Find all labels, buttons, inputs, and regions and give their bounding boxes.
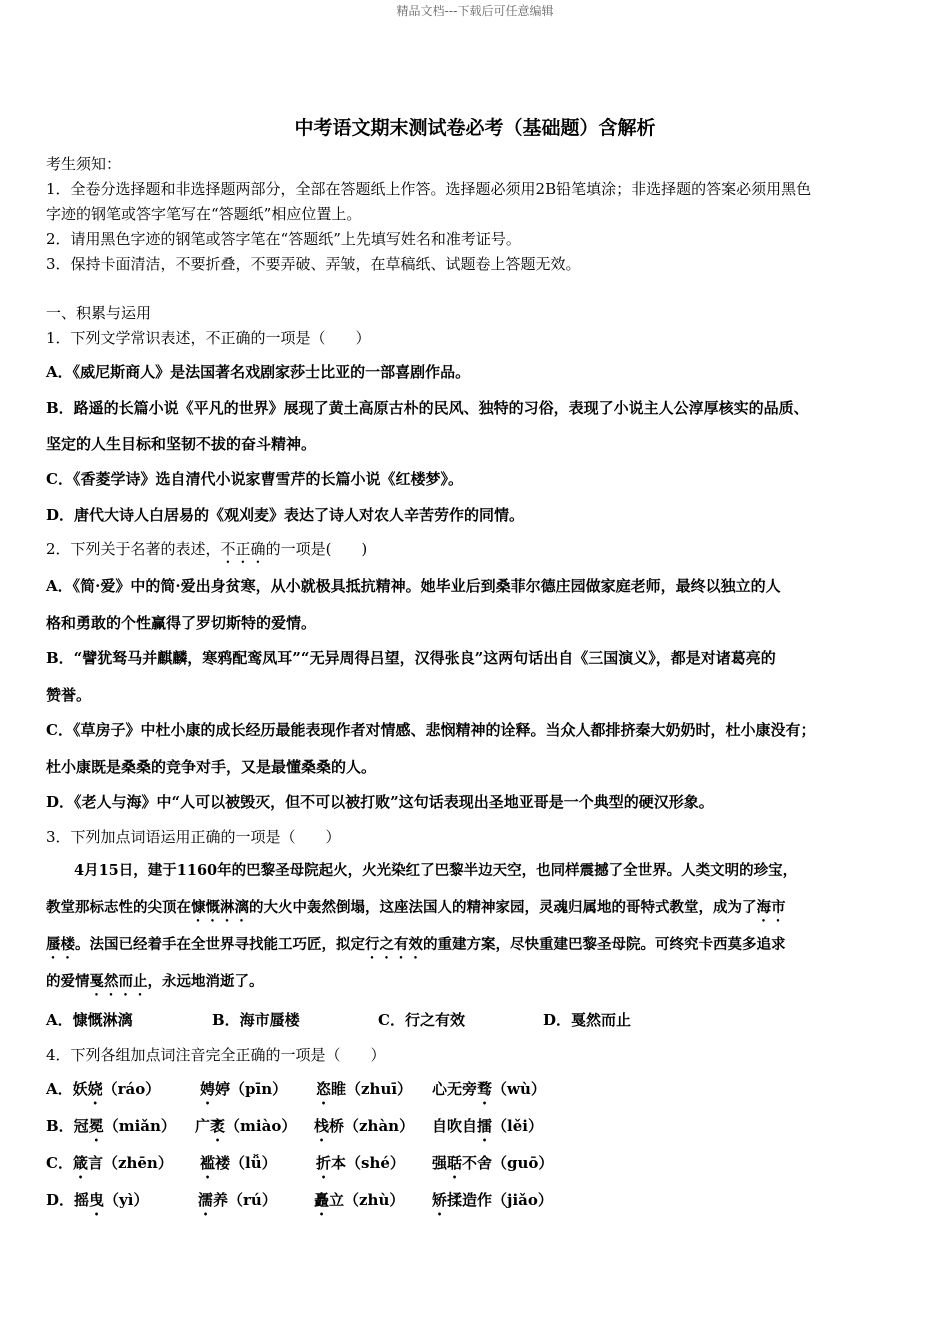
dotted-char: 袤 [210,1117,226,1135]
q4-option-b-term4: 自吹自擂（lěi） [432,1117,543,1135]
q4-option-d-term2: 濡养（rú） [198,1191,277,1209]
q4-option-a: A．妖娆（ráo） [46,1080,161,1098]
q3-option-a: A．慷慨淋漓 [46,1011,133,1029]
dotted-char: 矗 [314,1191,330,1209]
q1-option-b-line1: B．路遥的长篇小说《平凡的世界》展现了黄土高原古朴的民风、独特的习俗，表现了小说主人公淳厚核实的品质、 [46,399,809,417]
dotted-term: 蜃楼 [46,936,75,953]
notice-item-3: 3．保持卡面清洁，不要折叠，不要弄破、弄皱，在草稿纸、试题卷上答题无效。 [46,255,581,273]
dotted-char: 骛 [477,1080,493,1098]
q3-passage-line3: 蜃楼。法国已经着手在全世界寻找能工巧匠，拟定行之有效的重建方案，尽快重建巴黎圣母院。可终究卡西莫多追求 [46,936,786,953]
section-heading: 一、积累与运用 [46,304,152,322]
q2-option-a-line1: A．《简·爱》中的简·爱出身贫寒，从小就极具抵抗精神。她毕业后到桑菲尔德庄园做家庭老师，最终以独立的人 [46,577,781,595]
q3-option-c: C．行之有效 [378,1011,465,1029]
dotted-char: 擂 [477,1117,493,1135]
q3-stem: 3．下列加点词语运用正确的一项是（ ） [46,828,341,846]
notice-heading: 考生须知： [46,155,122,173]
q3-passage-line1: 4月15日，建于1160年的巴黎圣母院起火，火光染红了巴黎半边天空，也同样震撼了全世界。人类文明的珍宝， [74,862,798,879]
q4-option-d-term4: 矫揉造作（jiǎo） [432,1191,553,1209]
dotted-char: 冕 [88,1117,104,1135]
dotted-char: 濡 [198,1191,214,1209]
page-header: 精品文档---下载后可任意编辑 [396,4,554,18]
q4-option-d: D．摇曳（yì） [46,1191,149,1209]
page-title: 中考语文期末测试卷必考（基础题）含解析 [294,117,656,139]
dotted-term: 海市 [756,899,786,916]
q4-stem: 4．下列各组加点词注音完全正确的一项是（ ） [46,1046,386,1064]
notice-item-1b: 字迹的钢笔或答字笔写在“答题纸”相应位置上。 [46,205,362,223]
q1-option-a: A．《威尼斯商人》是法国著名戏剧家莎士比亚的一部喜剧作品。 [46,363,471,381]
dotted-term: 不正确 [220,540,266,558]
q3-option-b: B．海市蜃楼 [212,1011,300,1029]
dotted-char: 恣 [316,1080,332,1098]
q4-option-c-term3: 折本（shé） [316,1154,405,1172]
dotted-char: 栈 [314,1117,330,1135]
q2-stem: 2．下列关于名著的表述，不正确的一项是( ) [46,540,368,558]
dotted-char: 娆 [87,1080,103,1098]
q4-option-b-term2: 广袤（miào） [195,1117,297,1135]
q4-option-b: B．冠冕（miǎn） [46,1117,176,1135]
dotted-char: 箴 [72,1154,88,1172]
dotted-char: 折 [316,1154,332,1172]
dotted-term: 戛然而止 [89,973,148,990]
dotted-char: 聒 [447,1154,463,1172]
q2-option-a-line2: 格和勇敢的个性赢得了罗切斯特的爱情。 [46,614,317,632]
q4-option-c: C．箴言（zhēn） [46,1154,173,1172]
dotted-char: 曳 [89,1191,105,1209]
q1-option-d: D．唐代大诗人白居易的《观刈麦》表达了诗人对农人辛苦劳作的同情。 [46,506,525,524]
q1-stem: 1．下列文学常识表述，不正确的一项是（ ） [46,329,371,347]
dotted-char: 矫 [432,1191,448,1209]
q2-option-c-line2: 杜小康既是桑桑的竞争对手，又是最懂桑桑的人。 [46,758,377,776]
q3-option-d: D．戛然而止 [543,1011,632,1029]
q1-option-c: C．《香菱学诗》选自清代小说家曹雪芹的长篇小说《红楼梦》。 [46,470,463,488]
q3-passage-line4: 的爱情戛然而止，永远地消逝了。 [46,973,264,990]
dotted-term: 行之有效 [365,936,423,953]
q4-option-a-term3: 恣睢（zhuī） [316,1080,413,1098]
q4-option-c-term2: 褴褛（lǚ） [200,1154,277,1172]
q4-option-b-term3: 栈桥（zhàn） [314,1117,415,1135]
q3-passage-line2: 教堂那标志性的尖顶在慷慨淋漓的大火中轰然倒塌，这座法国人的精神家园，灵魂归属地的哥特式教堂，成为了海市 [46,899,786,916]
q2-option-b-line2: 赞誉。 [46,686,92,704]
dotted-term: 慷慨淋漓 [191,899,249,916]
q4-option-c-term4: 强聒不舍（guō） [432,1154,554,1172]
q2-option-d: D．《老人与海》中“人可以被毁灭，但不可以被打败”这句话表现出圣地亚哥是一个典型的硬汉形象。 [46,793,714,811]
q4-option-a-term2: 娉婷（pīn） [200,1080,288,1098]
q2-option-c-line1: C．《草房子》中杜小康的成长经历最能表现作者对情感、悲悯精神的诠释。当众人都排挤秦大奶奶时，杜小康没有； [46,721,816,739]
q1-option-b-line2: 坚定的人生目标和坚韧不拔的奋斗精神。 [46,435,317,453]
notice-item-1a: 1．全卷分选择题和非选择题两部分，全部在答题纸上作答。选择题必须用2B铅笔填涂；非选择题的答案必须用黑色 [46,180,812,198]
dotted-char: 褴 [200,1154,216,1172]
q2-option-b-line1: B．“譬犹驽马并麒麟，寒鸦配鸾凤耳”“无异周得吕望，汉得张良”这两句话出自《三国演义》，都是对诸葛亮的 [46,649,776,667]
q4-option-d-term3: 矗立（zhù） [314,1191,405,1209]
notice-item-2: 2．请用黑色字迹的钢笔或答字笔在“答题纸”上先填写姓名和准考证号。 [46,230,521,248]
dotted-char: 娉 [200,1080,216,1098]
q4-option-a-term4: 心无旁骛（wù） [432,1080,546,1098]
